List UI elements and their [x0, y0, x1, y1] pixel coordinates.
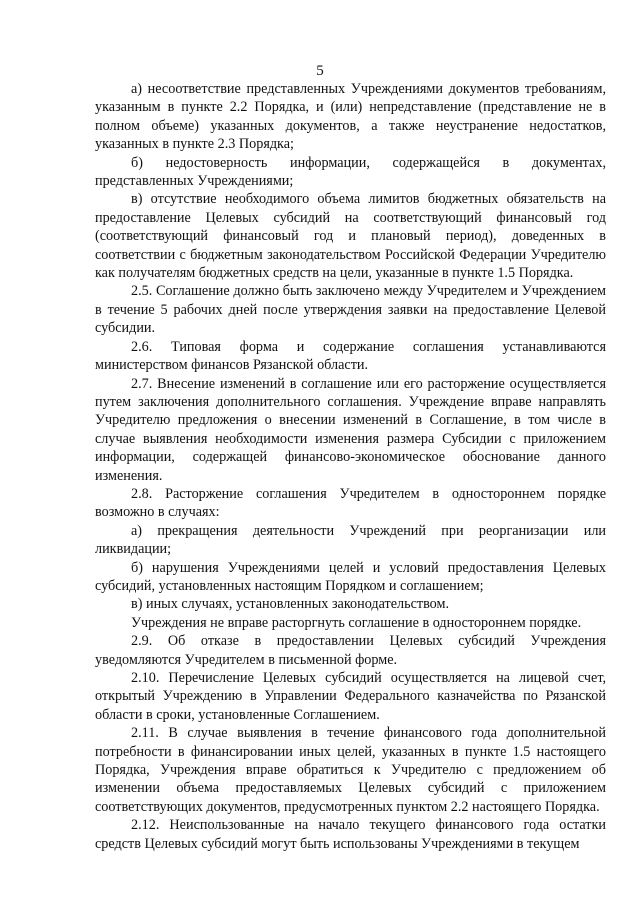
paragraph-2-8-a: а) прекращения деятельности Учреждений при реорганизации или ликвидации; [95, 522, 606, 558]
paragraph-reason-c: в) отсутствие необходимого объема лимитов бюджетных обязательств на предоставление Целевых субсидий на соответствующий финансовый год (соответствующий финансовый год и плановый период), доведенных в соответствии с бюджетным законодательством Российской Федерации Учредителю как получателям бюджетных средств на цели, указанные в пункте 1.5 Порядка. [95, 191, 606, 282]
paragraph-2-12: 2.12. Неиспользованные на начало текущего финансового года остатки средств Целевых субсидий могут быть использованы Учреждениями в текущем [95, 817, 606, 852]
document-body [95, 80, 606, 853]
paragraph-2-8: 2.8. Расторжение соглашения Учредителем в одностороннем порядке возможно в случаях: [95, 485, 606, 521]
paragraph-2-7: 2.7. Внесение изменений в соглашение или его расторжение осуществляется путем заключения дополнительного соглашения. Учреждение вправе направлять Учредителю предложения о внесении изменений в Соглашение, в том числе в случае выявления необходимости изменения размера Субсидии с приложением информации, содержащей финансово-экономическое обоснование данного изменения. [95, 375, 606, 484]
paragraph-2-9: 2.9. Об отказе в предоставлении Целевых субсидий Учреждения уведомляются Учредителем в письменной форме. [95, 633, 606, 668]
paragraph-2-5: 2.5. Соглашение должно быть заключено между Учредителем и Учреждением в течение 5 рабочих дней после утверждения заявки на предоставление Целевой субсидии. [95, 283, 606, 337]
paragraph-2-10: 2.10. Перечисление Целевых субсидий осуществляется на лицевой счет, открытый Учреждению в Управлении Федерального казначейства по Рязанской области в сроки, установленные Соглашением. [95, 670, 606, 723]
paragraph-2-8-note: Учреждения не вправе расторгнуть соглашение в одностороннем порядке. [131, 614, 582, 631]
paragraph-2-8-b: б) нарушения Учреждениями целей и условий предоставления Целевых субсидий, установленных настоящим Порядком и соглашением; [95, 559, 606, 594]
paragraph-2-8-c: в) иных случаях, установленных законодательством. [131, 596, 450, 613]
paragraph-reason-b: б) недостоверность информации, содержащейся в документах, представленных Учреждениями; [95, 154, 606, 190]
page-number: 5 [316, 63, 324, 79]
paragraph-reason-a: а) несоответствие представленных Учреждениями документов требованиям, указанным в пункте 2.2 Порядка, и (или) непредставление (представление не в полном объеме) указанных документов, а также неустранение недостатков, указанных в пункте 2.3 Порядка; [95, 81, 606, 153]
paragraph-2-6: 2.6. Типовая форма и содержание соглашения устанавливаются министерством финансов Рязанской области. [95, 338, 606, 374]
paragraph-2-11: 2.11. В случае выявления в течение финансового года дополнительной потребности в финансировании иных целей, указанных в пункте 1.5 настоящего Порядка, Учреждения вправе обратиться к Учредителю с предложением об изменении объема предоставляемых Целевых субсидий с приложением соответствующих документов, предусмотренных пунктом 2.2 настоящего Порядка. [95, 725, 606, 815]
